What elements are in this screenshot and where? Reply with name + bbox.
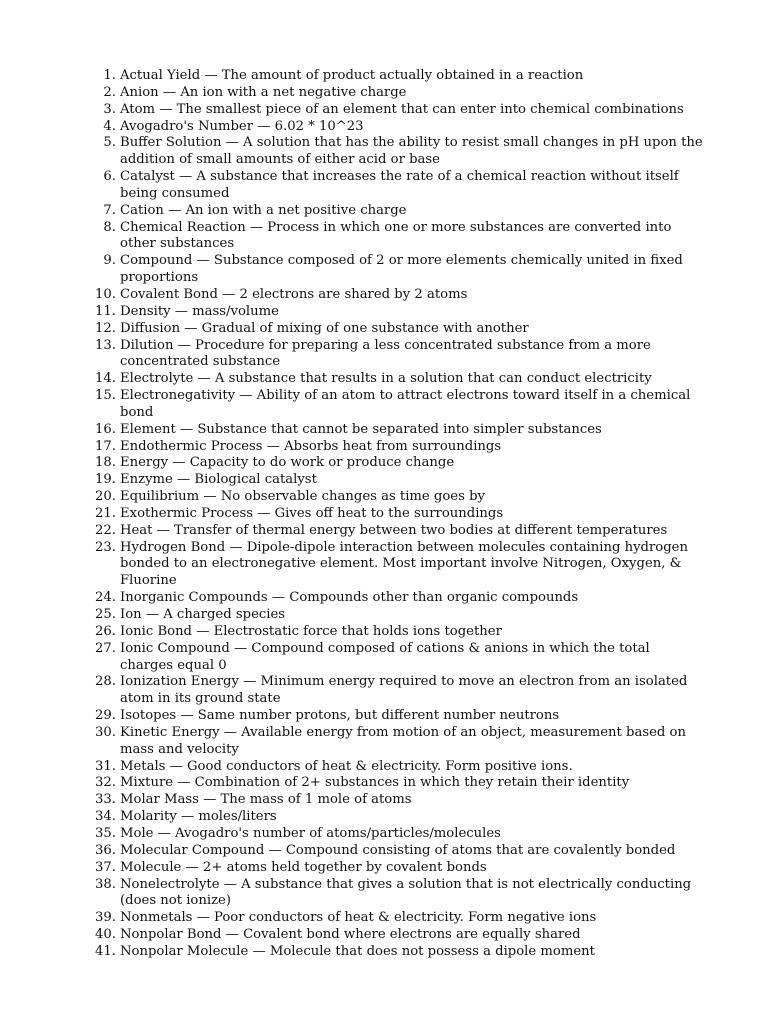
list-item [84, 321, 704, 338]
list-item-text: Exothermic Process — Gives off heat to the surroundings [120, 505, 504, 521]
list-item [84, 590, 704, 607]
list-item-text: Molarity — moles/liters [120, 809, 277, 825]
list-item [84, 489, 704, 506]
list-number: 23. [95, 539, 116, 555]
list-item [84, 910, 704, 927]
list-number: 15. [95, 388, 116, 404]
list-number: 21. [95, 505, 116, 521]
list-item [84, 843, 704, 860]
list-number: 35. [95, 825, 116, 841]
list-number: 4. [103, 118, 116, 134]
list-item-text: Enzyme — Biological catalyst [120, 472, 317, 488]
list-number: 39. [95, 910, 116, 926]
list-item-text: Ionic Bond — Electrostatic force that holds ions together [120, 623, 502, 639]
list-item [84, 472, 704, 489]
list-item-text: Ionic Compound — Compound composed of cations & anions in which the total charges equal 0 [120, 640, 650, 673]
list-item-text: Hydrogen Bond — Dipole-dipole interaction between molecules containing hydrogen bonded to an electronegative element. Most important involve Nitrogen, Oxygen, & Fluorine [120, 539, 688, 589]
list-item [84, 203, 704, 220]
list-item [84, 371, 704, 388]
list-item-text: Nonelectrolyte — A substance that gives a solution that is not electrically conducting (does not ionize) [120, 876, 692, 909]
list-item [84, 169, 704, 203]
list-item [84, 674, 704, 708]
list-item [84, 455, 704, 472]
list-item [84, 287, 704, 304]
list-number: 5. [103, 135, 116, 151]
list-number: 26. [95, 623, 116, 639]
list-item-text: Catalyst — A substance that increases the rate of a chemical reaction without itself being consumed [120, 169, 679, 201]
list-number: 36. [95, 842, 116, 858]
list-number: 2. [103, 84, 116, 100]
list-item [84, 102, 704, 119]
list-item [84, 220, 704, 254]
list-number: 18. [95, 455, 116, 471]
list-item [84, 388, 704, 422]
list-item [84, 877, 704, 911]
list-item-text: Actual Yield — The amount of product actually obtained in a reaction [120, 68, 584, 83]
list-item-text: Buffer Solution — A solution that has the ability to resist small changes in pH upon the addition of small amounts of either acid or base [120, 135, 703, 168]
list-item-text: Diffusion — Gradual of mixing of one substance with another [120, 320, 529, 336]
list-number: 13. [95, 337, 116, 353]
list-item [84, 775, 704, 792]
list-item [84, 792, 704, 809]
list-number: 38. [95, 876, 116, 892]
list-number: 40. [95, 927, 116, 943]
list-item [84, 809, 704, 826]
list-item-text: Molecule — 2+ atoms held together by covalent bonds [120, 859, 487, 875]
list-number: 16. [95, 421, 116, 437]
list-item-text: Electronegativity — Ability of an atom to attract electrons toward itself in a chemical bond [120, 388, 691, 420]
list-item [84, 860, 704, 877]
list-item-text: Anion — An ion with a net negative charge [120, 84, 407, 100]
list-number: 28. [95, 674, 116, 690]
list-item [84, 68, 704, 85]
list-item-text: Kinetic Energy — Available energy from motion of an object, measurement based on mass and velocity [120, 724, 686, 757]
list-item [84, 506, 704, 523]
list-item-text: Cation — An ion with a net positive charge [120, 202, 407, 218]
list-item-text: Equilibrium — No observable changes as time goes by [120, 489, 485, 505]
list-item [84, 927, 704, 944]
list-item [84, 826, 704, 843]
list-number: 20. [95, 489, 116, 505]
list-item-text: Molecular Compound — Compound consisting of atoms that are covalently bonded [120, 842, 676, 858]
list-item-text: Inorganic Compounds — Compounds other than organic compounds [120, 590, 579, 606]
list-item-text: Ion — A charged species [120, 607, 286, 622]
list-item [84, 253, 704, 287]
list-item [84, 422, 704, 439]
list-item [84, 725, 704, 759]
list-item [84, 338, 704, 372]
list-number: 30. [95, 724, 116, 740]
list-item [84, 759, 704, 776]
list-item [84, 624, 704, 641]
list-number: 3. [103, 101, 116, 117]
list-number: 37. [95, 859, 116, 875]
list-number: 8. [103, 219, 116, 235]
list-number: 7. [103, 202, 116, 218]
list-number: 19. [95, 472, 116, 488]
list-number: 29. [95, 708, 116, 724]
list-number: 14. [95, 371, 116, 387]
list-item-text: Heat — Transfer of thermal energy between two bodies at different temperatures [120, 522, 668, 538]
list-item-text: Covalent Bond — 2 electrons are shared by 2 atoms [120, 286, 468, 302]
list-number: 9. [103, 253, 116, 269]
list-item-text: Avogadro's Number — 6.02 * 10^23 [120, 118, 364, 134]
list-item [84, 304, 704, 321]
list-number: 12. [95, 320, 116, 336]
list-item [84, 708, 704, 725]
list-number: 33. [95, 792, 116, 808]
list-number: 11. [95, 303, 116, 319]
list-number: 34. [95, 809, 116, 825]
list-item [84, 944, 704, 961]
list-item-text: Atom — The smallest piece of an element that can enter into chemical combinations [120, 101, 684, 117]
list-item [84, 439, 704, 456]
list-item [84, 119, 704, 136]
glossary-list [84, 68, 704, 961]
list-item-text: Nonmetals — Poor conductors of heat & electricity. Form negative ions [120, 910, 597, 926]
list-number: 6. [103, 169, 116, 185]
list-item-text: Chemical Reaction — Process in which one or more substances are converted into other substances [120, 219, 672, 252]
list-number: 41. [95, 943, 116, 959]
list-item-text: Nonpolar Bond — Covalent bond where electrons are equally shared [120, 927, 581, 943]
list-number: 1. [103, 68, 116, 83]
list-number: 27. [95, 640, 116, 656]
list-item-text: Isotopes — Same number protons, but different number neutrons [120, 708, 560, 724]
list-item [84, 523, 704, 540]
list-item [84, 135, 704, 169]
list-number: 10. [95, 286, 116, 302]
list-item [84, 607, 704, 624]
list-item-text: Mole — Avogadro's number of atoms/particles/molecules [120, 825, 501, 841]
list-number: 22. [95, 522, 116, 538]
list-item-text: Ionization Energy — Minimum energy required to move an electron from an isolated atom in its ground state [120, 674, 688, 707]
list-item-text: Energy — Capacity to do work or produce change [120, 455, 455, 471]
list-number: 25. [95, 607, 116, 622]
list-item-text: Element — Substance that cannot be separated into simpler substances [120, 421, 602, 437]
list-number: 17. [95, 438, 116, 454]
list-item [84, 540, 704, 591]
list-number: 24. [95, 590, 116, 606]
list-item-text: Dilution — Procedure for preparing a less concentrated substance from a more concentrated substance [120, 337, 651, 370]
list-item-text: Metals — Good conductors of heat & electricity. Form positive ions. [120, 758, 573, 774]
list-item-text: Electrolyte — A substance that results in a solution that can conduct electricity [120, 371, 652, 387]
list-item-text: Mixture — Combination of 2+ substances in which they retain their identity [120, 775, 630, 791]
list-item [84, 641, 704, 675]
list-number: 31. [95, 758, 116, 774]
list-item-text: Endothermic Process — Absorbs heat from surroundings [120, 438, 502, 454]
list-item-text: Compound — Substance composed of 2 or more elements chemically united in fixed proportions [120, 253, 683, 286]
list-item-text: Nonpolar Molecule — Molecule that does not possess a dipole moment [120, 943, 595, 959]
list-item-text: Molar Mass — The mass of 1 mole of atoms [120, 792, 412, 808]
list-item [84, 85, 704, 102]
list-number: 32. [95, 775, 116, 791]
list-item-text: Density — mass/volume [120, 303, 279, 319]
